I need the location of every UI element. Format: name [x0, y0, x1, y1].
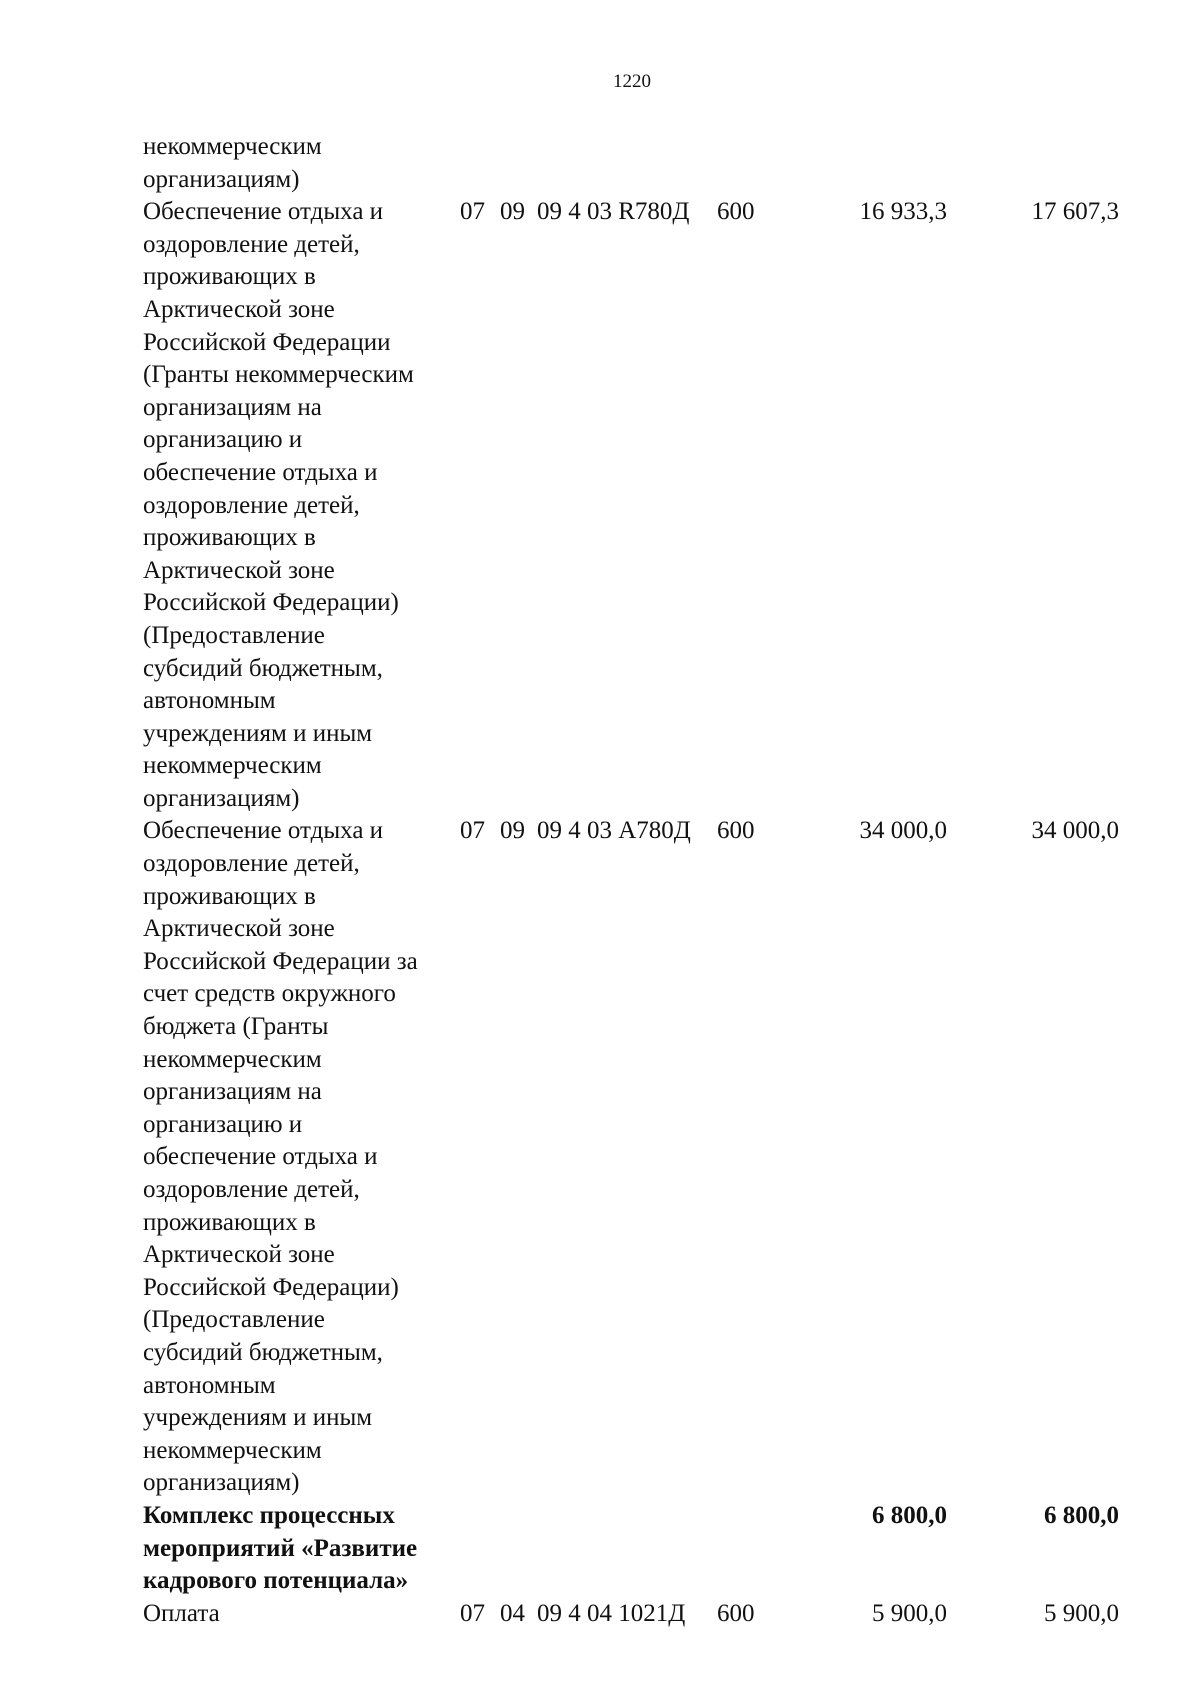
row-name-line: обеспечение отдыха и	[143, 1143, 378, 1171]
section-code-cell: 07	[460, 1599, 485, 1627]
row-name-line: Обеспечение отдыха и	[143, 198, 384, 226]
row-name-line: субсидий бюджетным,	[143, 654, 383, 682]
row-name-line: оздоровление детей,	[143, 230, 360, 258]
row-name-line: некоммерческим	[143, 752, 322, 780]
section-code-cell: 07	[460, 817, 485, 845]
row-name-line: (Предоставление	[143, 1306, 325, 1334]
amount-year1-cell: 34 000,0	[859, 817, 947, 845]
row-name-line: организациям)	[143, 1469, 300, 1497]
row-name-line: (Гранты некоммерческим	[143, 361, 414, 389]
expense-type-cell: 600	[717, 1599, 755, 1627]
table-row	[143, 815, 1119, 1499]
row-name-line: учреждениям и иным	[143, 719, 373, 747]
row-name-line: организациям)	[143, 165, 300, 193]
target-article-cell: 09 4 03 А780Д	[537, 817, 691, 845]
row-name-line: организацию и	[143, 1110, 303, 1138]
row-name-cell	[143, 1598, 460, 1631]
row-name-line: некоммерческим	[143, 1045, 322, 1073]
row-name-cell	[143, 1500, 460, 1598]
table-row	[143, 196, 1119, 815]
amount-year2-cell: 5 900,0	[1044, 1599, 1119, 1627]
row-name-line: организацию и	[143, 426, 303, 454]
row-name-line: Российской Федерации)	[143, 589, 399, 617]
amount-year2-cell: 17 607,3	[1031, 198, 1119, 226]
row-name-line: Арктической зоне	[143, 1241, 335, 1269]
expense-type-cell: 600	[717, 817, 755, 845]
expense-type-cell: 600	[717, 198, 755, 226]
subsection-code-cell: 04	[500, 1599, 525, 1627]
row-name-line: субсидий бюджетным,	[143, 1338, 383, 1366]
expense-type-cell	[717, 1500, 797, 1598]
row-name-line: мероприятий «Развитие	[143, 1534, 418, 1562]
section-code-cell	[460, 1500, 500, 1598]
row-name-line: проживающих в	[143, 882, 316, 910]
row-name-cell	[143, 196, 460, 815]
row-name-line: автономным	[143, 1371, 276, 1399]
amount-year2-cell: 6 800,0	[1044, 1501, 1119, 1529]
subsection-code-cell	[500, 131, 537, 196]
row-name-line: бюджета (Гранты	[143, 1013, 329, 1041]
row-name-line: Комплекс процессных	[143, 1501, 395, 1529]
row-name-line: автономным	[143, 687, 276, 715]
row-name-line: оздоровление детей,	[143, 1176, 360, 1203]
row-name-line: организациям на	[143, 393, 322, 421]
amount-year1-cell: 6 800,0	[872, 1501, 947, 1529]
target-article-cell: 09 4 03 R780Д	[537, 198, 690, 226]
expense-type-cell	[717, 131, 797, 196]
row-name-line: Российской Федерации за	[143, 947, 418, 975]
amount-year1-cell	[797, 131, 947, 196]
budget-table-body	[143, 131, 1119, 1630]
table-row	[143, 1500, 1119, 1598]
row-name-line: Российской Федерации)	[143, 1273, 399, 1301]
row-name-line: учреждениям и иным	[143, 1404, 373, 1432]
row-name-line: счет средств окружного	[143, 980, 396, 1008]
row-name-line: некоммерческим	[143, 1436, 322, 1464]
row-name-line: оздоровление детей,	[143, 850, 360, 878]
subsection-code-cell: 09	[500, 198, 525, 226]
row-name-line: кадрового потенциала»	[143, 1567, 409, 1595]
amount-year2-cell	[947, 131, 1119, 196]
row-name-line: обеспечение отдыха и	[143, 458, 378, 486]
row-name-line: оздоровление детей,	[143, 491, 360, 519]
row-name-line: проживающих в	[143, 524, 316, 552]
section-code-cell	[460, 131, 500, 196]
subsection-code-cell	[500, 1500, 537, 1598]
target-article-cell	[537, 131, 717, 196]
row-name-line: Российской Федерации	[143, 328, 391, 356]
amount-year1-cell: 5 900,0	[872, 1599, 947, 1627]
table-row	[143, 131, 1119, 196]
subsection-code-cell: 09	[500, 817, 525, 845]
section-code-cell: 07	[460, 198, 485, 226]
row-name-line: проживающих в	[143, 1208, 316, 1236]
amount-year2-cell: 34 000,0	[1031, 817, 1119, 845]
row-name-line: проживающих в	[143, 263, 316, 291]
row-name-line: организациям на	[143, 1078, 322, 1106]
table-row	[143, 1598, 1119, 1631]
budget-table	[143, 131, 1119, 1630]
amount-year1-cell: 16 933,3	[859, 198, 947, 226]
row-name-cell	[143, 815, 460, 1499]
row-name-line: Арктической зоне	[143, 915, 335, 943]
target-article-cell	[537, 1500, 717, 1598]
target-article-cell: 09 4 04 1021Д	[537, 1599, 686, 1627]
row-name-cell	[143, 131, 460, 196]
row-name-line: Арктической зоне	[143, 295, 335, 323]
row-name-line: Арктической зоне	[143, 556, 335, 584]
page-number: 1220	[613, 71, 651, 92]
row-name-line: организациям)	[143, 784, 300, 812]
row-name-line: Обеспечение отдыха и	[143, 817, 384, 845]
row-name-line: (Предоставление	[143, 621, 325, 649]
row-name-line: некоммерческим	[143, 133, 322, 160]
row-name-line: Оплата	[143, 1599, 220, 1627]
